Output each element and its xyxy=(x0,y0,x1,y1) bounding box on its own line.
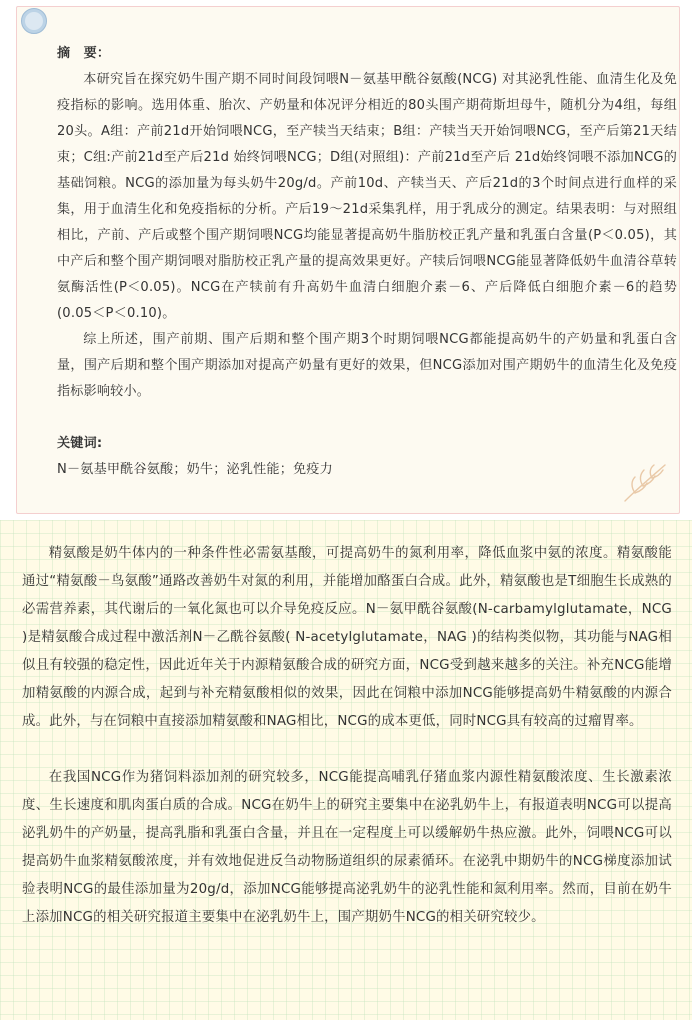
abstract-conclusion: 综上所述，围产前期、围产后期和整个围产期3个时期饲喂NCG都能提高奶牛的产奶量和乳蛋白含量，围产后期和整个围产期添加对提高产奶量有更好的效果，但NCG添加对围产期奶牛的血清生化及免疫指标影响较小。 xyxy=(57,332,677,399)
body-paragraph-ncg-research: 在我国NCG作为猪饲料添加剂的研究较多，NCG能提高哺乳仔猪血浆内源性精氨酸浓度、生长激素浓度、生长速度和肌肉蛋白质的合成。NCG在奶牛上的研究主要集中在泌乳奶牛上，有报道表明NCG可以提高泌乳奶牛的产奶量，提高乳脂和乳蛋白含量，并且在一定程度上可以缓解奶牛热应激。此外，饲喂NCG可以提高奶牛血浆精氨酸浓度，并有效地促进反刍动物肠道组织的尿素循环。在泌乳中期奶牛的NCG梯度添加试验表明NCG的最佳添加量为20g/d，添加NCG能够提高泌乳奶牛的泌乳性能和氮利用率。然而，目前在奶牛上添加NCG的相关研究报道主要集中在泌乳奶牛上，围产期奶牛NCG的相关研究较少。 xyxy=(22,770,672,925)
keywords-text: N－氨基甲酰谷氨酸；奶牛；泌乳性能；免疫力 xyxy=(57,462,333,477)
abstract-paragraph: 本研究旨在探究奶牛围产期不同时间段饲喂N－氨基甲酰谷氨酸(NCG) 对其泌乳性能、血清生化及免疫指标的影响。选用体重、胎次、产奶量和体况评分相近的80头围产期荷斯坦母牛，随机分为4组，每组20头。A组：产前21d开始饲喂NCG，至产犊当天结束；B组：产犊当天开始饲喂NCG，至产后第21天结束；C组:产前21d至产后21d 始终饲喂NCG；D组(对照组)：产前21d至产后 21d始终饲喂不添加NCG的基础饲粮。NCG的添加量为每头奶牛20g/d。产前10d、产犊当天、产后21d的3个时间点进行血样的采集，用于血清生化和免疫指标的分析。产后19～21d采集乳样，用于乳成分的测定。结果表明：与对照组相比，产前、产后或整个围产期饲喂NCG均能显著提高奶牛脂肪校正乳产量和乳蛋白含量(P＜0.05)，其中产后和整个围产期饲喂对脂肪校正乳产量的提高效果更好。产犊后饲喂NCG能显著降低奶牛血清谷草转氨酶活性(P＜0.05)。NCG在产犊前有升高奶牛血清白细胞介素－6、产后降低白细胞介素－6的趋势(0.05＜P＜0.10)。 xyxy=(57,72,677,321)
body-paragraph-arginine: 精氨酸是奶牛体内的一种条件性必需氨基酸，可提高奶牛的氮利用率，降低血浆中氨的浓度。精氨酸能通过“精氨酸－鸟氨酸”通路改善奶牛对氮的利用，并能增加酪蛋白合成。此外，精氨酸也是T细胞生长成熟的必需营养素，其代谢后的一氧化氮也可以介导免疫反应。N－氨甲酰谷氨酸(N-carbamylglutamate，NCG )是精氨酸合成过程中激活剂N－乙酰谷氨酸( N-acetylglutamate，NAG )的结构类似物，其功能与NAG相似且有较强的稳定性，因此近年关于内源精氨酸合成的研究方面，NCG受到越来越多的关注。补充NCG能增加精氨酸的内源合成，起到与补充精氨酸相似的效果，因此在饲粮中添加NCG能够提高奶牛精氨酸的内源合成。此外，与在饲粮中直接添加精氨酸和NAG相比，NCG的成本更低，同时NCG具有较高的过瘤胃率。 xyxy=(22,546,672,729)
leaf-ornament-icon xyxy=(619,459,669,505)
body-text xyxy=(22,540,672,932)
body-section xyxy=(0,520,692,1020)
abstract-card xyxy=(16,6,680,514)
abstract-section xyxy=(57,41,677,483)
abstract-label: 摘 要： xyxy=(57,46,111,61)
circle-ornament-icon xyxy=(21,8,47,34)
keywords-label: 关键词: xyxy=(57,436,103,451)
